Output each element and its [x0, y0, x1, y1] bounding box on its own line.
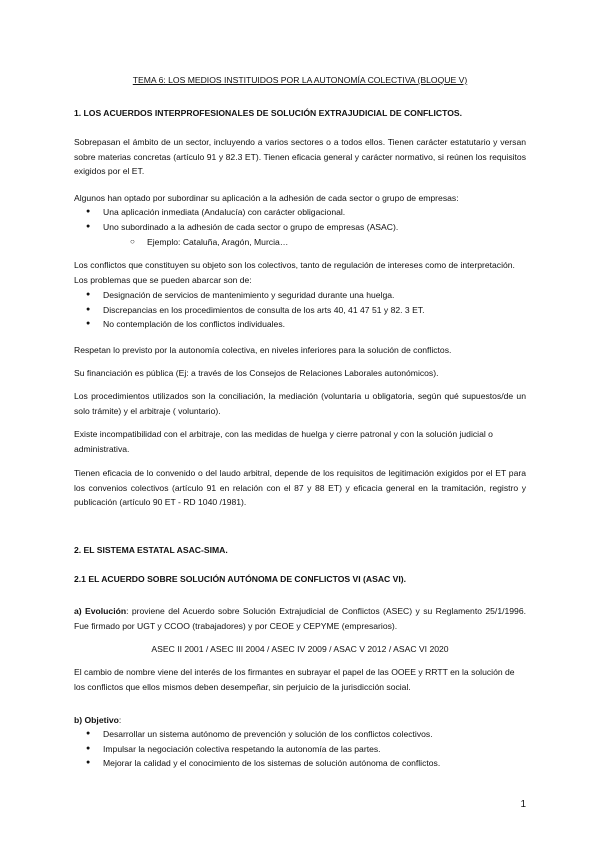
list-item: ● Desarrollar un sistema autónomo de prevención y solución de los conflictos colectivos.: [74, 727, 526, 742]
paragraph-7: Existe incompatibilidad con el arbitraje, con las medidas de huelga y cierre patronal y con la solución judicial o administrativa.: [74, 429, 493, 454]
sub-bullet-list: [118, 235, 526, 250]
paragraph-3: Los conflictos que constituyen su objeto son los colectivos, tanto de regulación de intereses como de interpretación. Los problemas que se pueden abarcar son de:: [74, 260, 515, 285]
versions-line: ASEC II 2001 / ASEC III 2004 / ASEC IV 2009 / ASAC V 2012 / ASAC VI 2020: [151, 644, 449, 654]
section-1-heading: 1. LOS ACUERDOS INTERPROFESIONALES DE SOLUCIÓN EXTRAJUDICIAL DE CONFLICTOS.: [74, 108, 463, 118]
bullet-list-1: [74, 205, 526, 234]
paragraph-4: Respetan lo previsto por la autonomía colectiva, en niveles inferiores para la solución de conflictos.: [74, 345, 452, 355]
paragraph-6: Los procedimientos utilizados son la conciliación, la mediación (voluntaria u obligatoria, según qué supuestos/de un solo trámite) y el arbitraje ( voluntario).: [74, 391, 526, 416]
evolution-text: : proviene del Acuerdo sobre Solución Extrajudicial de Conflictos (ASEC) y su Reglamento 25/1/1996. Fue firmado por UGT y CCOO (trabajadores) y por CEOE y CEPYME (empresarios).: [74, 606, 526, 631]
objective-colon: :: [118, 715, 122, 725]
objective-label-line: [74, 713, 526, 728]
list-item: ● Impulsar la negociación colectiva respetando la autonomía de las partes.: [74, 742, 526, 757]
paragraph-2: Algunos han optado por subordinar su aplicación a la adhesión de cada sector o grupo de empresas:: [74, 193, 459, 203]
list-item: ● Discrepancias en los procedimientos de consulta de los arts 40, 41 47 51 y 82. 3 ET.: [74, 303, 526, 318]
list-item: ● Uno subordinado a la adhesión de cada sector o grupo de empresas (ASAC).: [74, 220, 526, 235]
name-change-paragraph: El cambio de nombre viene del interés de los firmantes en subrayar el papel de las OOEE y RRTT en la solución de los conflictos que ellos mismos deben desempeñar, sin perjuicio de la jurisdicción social.: [74, 667, 515, 692]
list-item: ● Una aplicación inmediata (Andalucía) con carácter obligacional.: [74, 205, 526, 220]
bullet-list-2: [74, 288, 526, 332]
section-2-heading: 2. EL SISTEMA ESTATAL ASAC-SIMA.: [74, 545, 228, 555]
list-item: ● No contemplación de los conflictos individuales.: [74, 317, 526, 332]
document-title: TEMA 6: LOS MEDIOS INSTITUIDOS POR LA AUTONOMÍA COLECTIVA (BLOQUE V): [132, 75, 468, 85]
evolution-label: a) Evolución: [74, 606, 127, 616]
list-item: ● Designación de servicios de mantenimiento y seguridad durante una huelga.: [74, 288, 526, 303]
list-item: ● Mejorar la calidad y el conocimiento de los sistemas de solución autónoma de conflictos.: [74, 756, 526, 771]
objective-label: b) Objetivo: [74, 715, 119, 725]
paragraph-1: Sobrepasan el ámbito de un sector, incluyendo a varios sectores o a todos ellos. Tienen carácter estatutario y versan sobre materias concretas (artículo 91 y 82.3 ET). Tienen eficacia general y carácter normativo, si reúnen los requisitos exigidos por el ET.: [74, 137, 526, 176]
page-number: 1: [520, 799, 526, 810]
list-item: ○ Ejemplo: Cataluña, Aragón, Murcia…: [118, 235, 526, 250]
paragraph-8: Tienen eficacia de lo convenido o del laudo arbitral, depende de los requisitos de legitimación exigidos por el ET para los convenios colectivos (artículo 91 en relación con el 87 y 88 ET) y eficacia general en la tramitación, registro y publicación (artículo 90 ET - RD 1040 /1981).: [74, 468, 526, 507]
section-2-1-heading: 2.1 EL ACUERDO SOBRE SOLUCIÓN AUTÓNOMA DE CONFLICTOS VI (ASAC VI).: [74, 574, 406, 584]
paragraph-5: Su financiación es pública (Ej: a través de los Consejos de Relaciones Laborales autonómicos).: [74, 368, 439, 378]
evolution-paragraph: [74, 604, 526, 633]
objective-list: [74, 727, 526, 771]
